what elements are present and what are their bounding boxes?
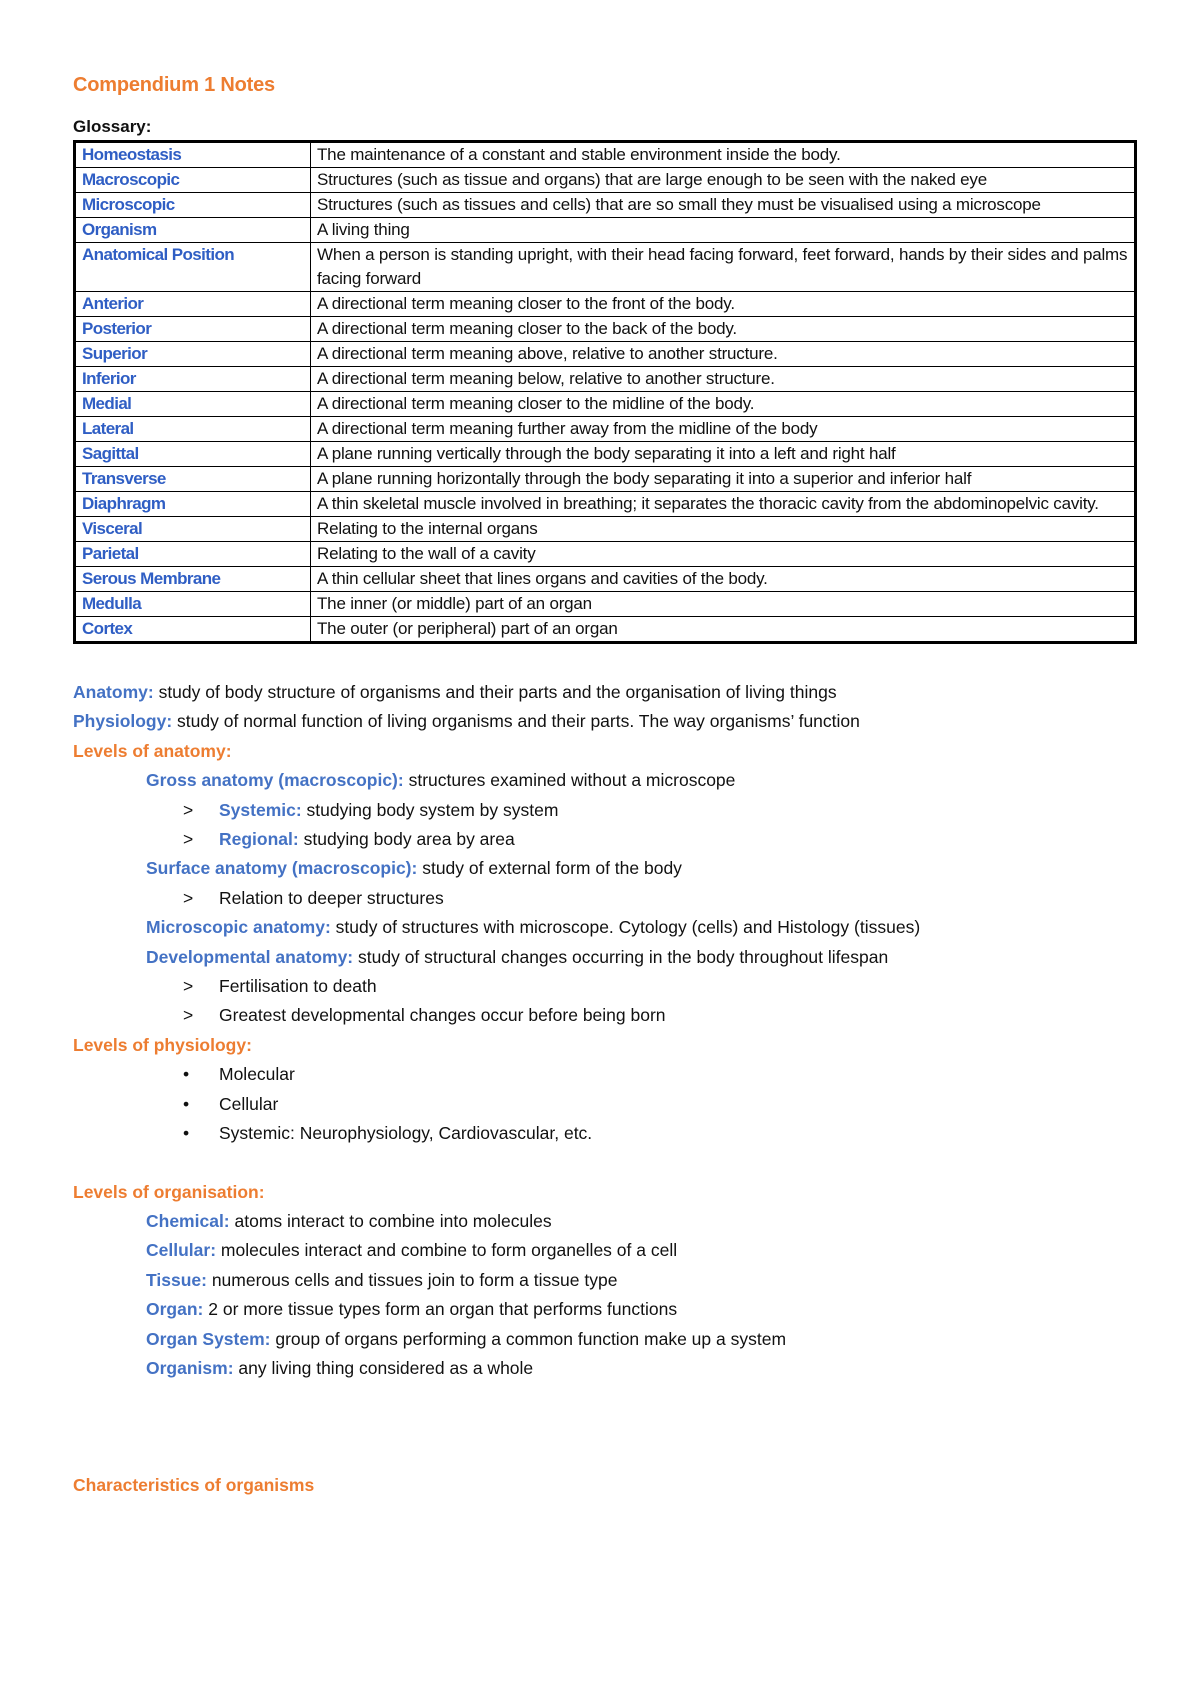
organisation-label: Chemical: — [146, 1210, 230, 1231]
glossary-definition: When a person is standing upright, with their head facing forward, feet forward, hands by their sides and palms facing forward — [311, 243, 1136, 292]
glossary-definition: A plane running vertically through the body separating it into a left and right half — [311, 442, 1136, 467]
list-item — [73, 1207, 1137, 1236]
table-row — [75, 193, 1136, 218]
glossary-definition: The outer (or peripheral) part of an organ — [311, 617, 1136, 643]
table-row — [75, 342, 1136, 367]
dev-sub-text: Fertilisation to death — [219, 976, 377, 997]
glossary-term: Posterior — [75, 317, 311, 342]
glossary-term: Serous Membrane — [75, 567, 311, 592]
list-item — [73, 943, 1137, 972]
glossary-term: Lateral — [75, 417, 311, 442]
glossary-term: Diaphragm — [75, 492, 311, 517]
document-page — [73, 74, 1137, 1501]
glossary-term: Sagittal — [75, 442, 311, 467]
glossary-definition: A living thing — [311, 218, 1136, 243]
gross-anatomy-label: Gross anatomy (macroscopic): — [146, 770, 404, 791]
glossary-term: Superior — [75, 342, 311, 367]
table-row — [75, 317, 1136, 342]
table-row — [75, 142, 1136, 168]
organisation-label: Organism: — [146, 1357, 234, 1378]
list-item — [73, 1090, 1137, 1119]
glossary-definition: Relating to the wall of a cavity — [311, 542, 1136, 567]
list-item — [73, 913, 1137, 942]
list-item — [73, 1295, 1137, 1324]
microscopic-anatomy-label: Microscopic anatomy: — [146, 917, 331, 938]
table-row — [75, 542, 1136, 567]
table-row — [75, 367, 1136, 392]
systemic-text: studying body system by system — [301, 799, 559, 820]
list-item — [73, 854, 1137, 883]
document-title: Compendium 1 Notes — [73, 74, 275, 96]
chevron-right-icon: > — [183, 829, 194, 850]
organisation-label: Cellular: — [146, 1240, 217, 1261]
glossary-label: Glossary: — [73, 117, 152, 136]
organisation-text: 2 or more tissue types form an organ that performs functions — [203, 1299, 678, 1320]
glossary-definition: The maintenance of a constant and stable environment inside the body. — [311, 142, 1136, 168]
table-row — [75, 218, 1136, 243]
chevron-right-icon: > — [183, 887, 194, 908]
glossary-term: Organism — [75, 218, 311, 243]
regional-text: studying body area by area — [298, 829, 515, 850]
spacer — [73, 1149, 1137, 1178]
chevron-right-icon: > — [183, 799, 194, 820]
organisation-label: Organ System: — [146, 1328, 271, 1349]
table-row — [75, 417, 1136, 442]
glossary-term: Homeostasis — [75, 142, 311, 168]
organisation-text: group of organs performing a common function make up a system — [270, 1328, 787, 1349]
glossary-term: Medial — [75, 392, 311, 417]
list-item — [73, 796, 1137, 825]
physiology-definition — [73, 707, 1137, 736]
glossary-term: Cortex — [75, 617, 311, 643]
table-row — [75, 567, 1136, 592]
glossary-term: Anatomical Position — [75, 243, 311, 292]
glossary-definition: Relating to the internal organs — [311, 517, 1136, 542]
list-item — [73, 884, 1137, 913]
microscopic-anatomy-text: study of structures with microscope. Cytology (cells) and Histology (tissues) — [330, 917, 921, 938]
glossary-term: Microscopic — [75, 193, 311, 218]
organisation-text: any living thing considered as a whole — [233, 1357, 534, 1378]
table-row — [75, 442, 1136, 467]
glossary-definition: A directional term meaning further away from the midline of the body — [311, 417, 1136, 442]
table-row — [75, 467, 1136, 492]
organisation-label: Tissue: — [146, 1269, 207, 1290]
list-item — [73, 825, 1137, 854]
bullet-icon: • — [183, 1064, 190, 1085]
dev-sub-text: Greatest developmental changes occur before being born — [219, 1005, 666, 1026]
levels-physiology-heading: Levels of physiology: — [73, 1034, 252, 1055]
list-item — [73, 1354, 1137, 1383]
table-row — [75, 592, 1136, 617]
physiology-level-text: Systemic: Neurophysiology, Cardiovascular, etc. — [219, 1123, 593, 1144]
chevron-right-icon: > — [183, 976, 194, 997]
glossary-term: Inferior — [75, 367, 311, 392]
glossary-term: Macroscopic — [75, 168, 311, 193]
table-row — [75, 517, 1136, 542]
glossary-definition: A thin skeletal muscle involved in breathing; it separates the thoracic cavity from the abdominopelvic cavity. — [311, 492, 1136, 517]
systemic-label: Systemic: — [219, 799, 302, 820]
anatomy-definition — [73, 678, 1137, 707]
glossary-definition: A directional term meaning closer to the midline of the body. — [311, 392, 1136, 417]
glossary-definition: A directional term meaning above, relative to another structure. — [311, 342, 1136, 367]
levels-organisation-heading: Levels of organisation: — [73, 1181, 265, 1202]
glossary-term: Anterior — [75, 292, 311, 317]
list-item — [73, 1266, 1137, 1295]
glossary-definition: Structures (such as tissues and cells) that are so small they must be visualised using a microscope — [311, 193, 1136, 218]
characteristics-heading: Characteristics of organisms — [73, 1475, 315, 1496]
glossary-table — [73, 140, 1137, 644]
organisation-label: Organ: — [146, 1299, 204, 1320]
list-item — [73, 1236, 1137, 1265]
developmental-anatomy-text: study of structural changes occurring in the body throughout lifespan — [353, 946, 889, 967]
list-item — [73, 1001, 1137, 1030]
glossary-term: Medulla — [75, 592, 311, 617]
regional-label: Regional: — [219, 829, 299, 850]
chevron-right-icon: > — [183, 1005, 194, 1026]
spacer — [73, 1383, 1137, 1471]
notes-body — [73, 678, 1137, 1501]
surface-sub-text: Relation to deeper structures — [219, 887, 444, 908]
glossary-definition: A directional term meaning below, relative to another structure. — [311, 367, 1136, 392]
table-row — [75, 243, 1136, 292]
levels-anatomy-heading: Levels of anatomy: — [73, 740, 232, 761]
glossary-definition: A directional term meaning closer to the back of the body. — [311, 317, 1136, 342]
table-row — [75, 392, 1136, 417]
list-item — [73, 1325, 1137, 1354]
physiology-text: study of normal function of living organisms and their parts. The way organisms’ function — [172, 711, 860, 732]
table-row — [75, 168, 1136, 193]
surface-anatomy-text: study of external form of the body — [417, 858, 682, 879]
surface-anatomy-label: Surface anatomy (macroscopic): — [146, 858, 418, 879]
list-item — [73, 766, 1137, 795]
physiology-level-text: Cellular — [219, 1093, 279, 1114]
physiology-label: Physiology: — [73, 711, 173, 732]
table-row — [75, 617, 1136, 643]
anatomy-label: Anatomy: — [73, 682, 154, 702]
table-row — [75, 492, 1136, 517]
list-item — [73, 1119, 1137, 1148]
bullet-icon: • — [183, 1123, 190, 1144]
glossary-definition: A thin cellular sheet that lines organs and cavities of the body. — [311, 567, 1136, 592]
glossary-definition: Structures (such as tissue and organs) that are large enough to be seen with the naked eye — [311, 168, 1136, 193]
glossary-term: Parietal — [75, 542, 311, 567]
list-item — [73, 972, 1137, 1001]
glossary-term: Visceral — [75, 517, 311, 542]
glossary-definition: A plane running horizontally through the body separating it into a superior and inferior half — [311, 467, 1136, 492]
organisation-text: numerous cells and tissues join to form a tissue type — [206, 1269, 618, 1290]
anatomy-text: study of body structure of organisms and their parts and the organisation of living things — [153, 682, 837, 702]
bullet-icon: • — [183, 1093, 190, 1114]
glossary-term: Transverse — [75, 467, 311, 492]
organisation-text: atoms interact to combine into molecules — [229, 1210, 552, 1231]
table-row — [75, 292, 1136, 317]
developmental-anatomy-label: Developmental anatomy: — [146, 946, 354, 967]
glossary-definition: A directional term meaning closer to the front of the body. — [311, 292, 1136, 317]
glossary-definition: The inner (or middle) part of an organ — [311, 592, 1136, 617]
organisation-text: molecules interact and combine to form organelles of a cell — [216, 1240, 678, 1261]
gross-anatomy-text: structures examined without a microscope — [403, 770, 736, 791]
physiology-level-text: Molecular — [219, 1064, 295, 1085]
list-item — [73, 1060, 1137, 1089]
